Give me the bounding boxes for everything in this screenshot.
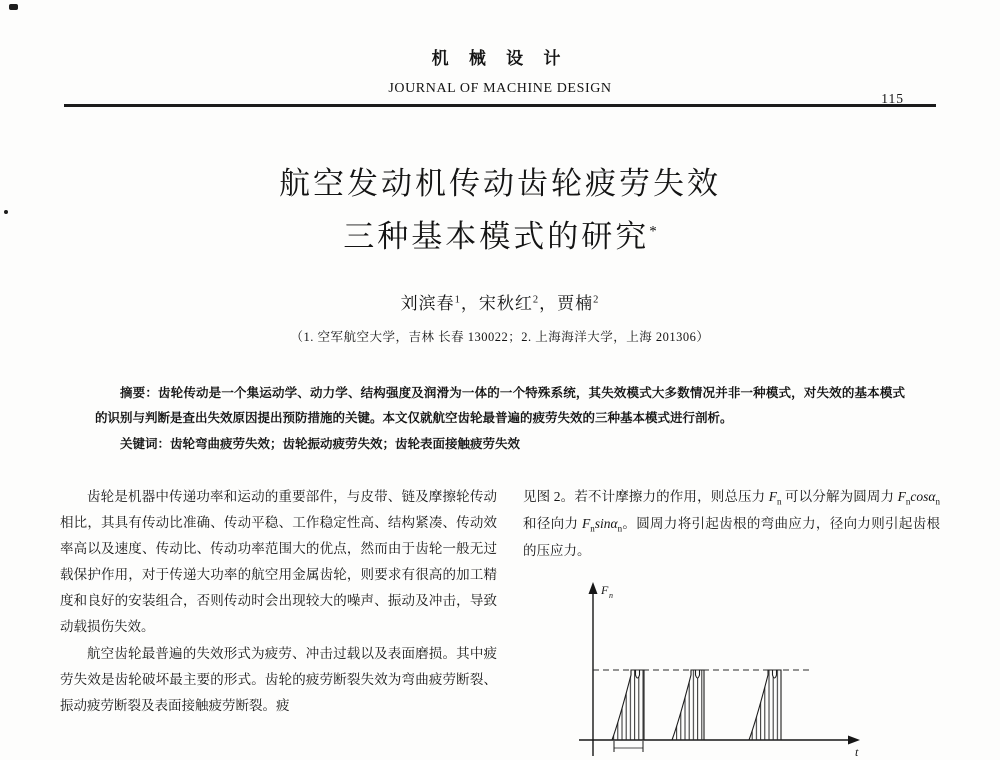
author-2-affil-sup: 2	[532, 294, 540, 306]
author-2: 宋秋红	[478, 294, 533, 314]
math-F: F	[768, 489, 778, 505]
y-axis-label-sub: n	[609, 591, 613, 601]
journal-title-cn: 机 械 设 计	[431, 49, 569, 68]
left-paragraph-1: 齿轮是机器中传递功率和运动的重要部件，与皮带、链及摩擦轮传动相比，其具有传动比准确、传动平稳、工作稳定性高、结构紧凑、传动效率高以及速度、传动比、传动功率范围大的优点，然而由于齿轮一般无过载保护作用，对于传递大功率的航空用金属齿轮，则要求有很高的加工精度和良好的安装组合，否则传动时会出现较大的噪声、振动及冲击，导致动载损伤失效。	[60, 489, 497, 635]
math-cos-alpha: cosα	[910, 489, 936, 505]
keywords	[95, 432, 905, 456]
right-text-segment: 和径向力	[523, 516, 582, 532]
math-F: F	[897, 489, 906, 505]
stress-pulse-figure	[557, 578, 869, 760]
affiliation-line: （1. 空军航空大学，吉林 长春 130022；2. 上海海洋大学，上海 201306）	[290, 330, 710, 345]
y-axis-arrow	[589, 582, 598, 594]
math-F-sub: n	[590, 523, 595, 534]
title-footnote-asterisk: *	[649, 223, 657, 240]
x-axis-label: t	[855, 745, 859, 760]
article-title-line2: 三种基本模式的研究	[343, 218, 650, 254]
left-paragraph-2: 航空齿轮最普遍的失效形式为疲劳、冲击过载以及表面磨损。其中疲劳失效是齿轮破坏最主要的形式。齿轮的疲劳断裂失效为弯曲疲劳断裂、振动疲劳断裂及表面接触疲劳断裂。疲	[60, 645, 497, 713]
abstract-label: 摘要：	[120, 386, 158, 401]
scan-artifact	[9, 4, 18, 10]
right-paragraph-1	[523, 484, 940, 564]
journal-title-en: JOURNAL OF MACHINE DESIGN	[388, 81, 612, 96]
right-text-segment: 见图 2。若不计摩擦力的作用，则总压力	[523, 489, 769, 505]
author-1-affil-sup: 1	[454, 294, 461, 306]
author-3: 贾楠	[557, 294, 594, 314]
scan-artifact	[4, 210, 8, 214]
abstract-text: 齿轮传动是一个集运动学、动力学、结构强度及润滑为一体的一个特殊系统，其失效模式大多数情况并非一种模式，对失效的基本模式的识别与判断是查出失效原因提出预防措施的关键。本文仅就航空齿轮最普遍的疲劳失效的三种基本模式进行剖析。	[95, 386, 905, 425]
header-rule	[64, 104, 936, 107]
math-alpha-sub: n	[617, 523, 623, 534]
load-pulse-3	[749, 670, 781, 740]
keywords-label: 关键词：	[120, 436, 171, 451]
left-column	[60, 484, 497, 760]
math-alpha-sub: n	[935, 496, 941, 507]
author-line	[0, 289, 1000, 314]
author-separator: ，	[539, 294, 558, 314]
author-3-affil-sup: 2	[593, 294, 600, 306]
load-pulse-1	[612, 670, 644, 740]
math-F-sub: n	[905, 496, 911, 507]
abstract	[95, 381, 905, 430]
article-title	[0, 157, 1000, 264]
right-text-segment: 。圆周力将引起齿根的弯曲应力，径向力则引起齿根的压应力。	[523, 516, 941, 559]
math-F: F	[582, 516, 591, 532]
journal-subtitle-row	[0, 81, 1000, 106]
page-number: 115	[881, 91, 904, 106]
author-separator: ，	[460, 294, 479, 314]
keywords-text: 齿轮弯曲疲劳失效；齿轮振动疲劳失效；齿轮表面接触疲劳失效	[170, 436, 521, 451]
math-sin-alpha: sinα	[594, 516, 618, 532]
load-pulse-2	[672, 670, 704, 740]
right-text-segment: 可以分解为圆周力	[781, 489, 898, 505]
x-axis-arrow	[848, 736, 860, 745]
y-axis-label: F	[601, 583, 609, 598]
author-1: 刘滨春	[400, 294, 455, 314]
article-title-line1: 航空发动机传动齿轮疲劳失效	[279, 165, 721, 201]
right-column	[523, 484, 940, 760]
journal-header	[0, 0, 1000, 107]
body-columns	[60, 484, 940, 760]
math-F-sub: n	[777, 496, 782, 507]
stress-pulse-plot	[557, 578, 869, 760]
